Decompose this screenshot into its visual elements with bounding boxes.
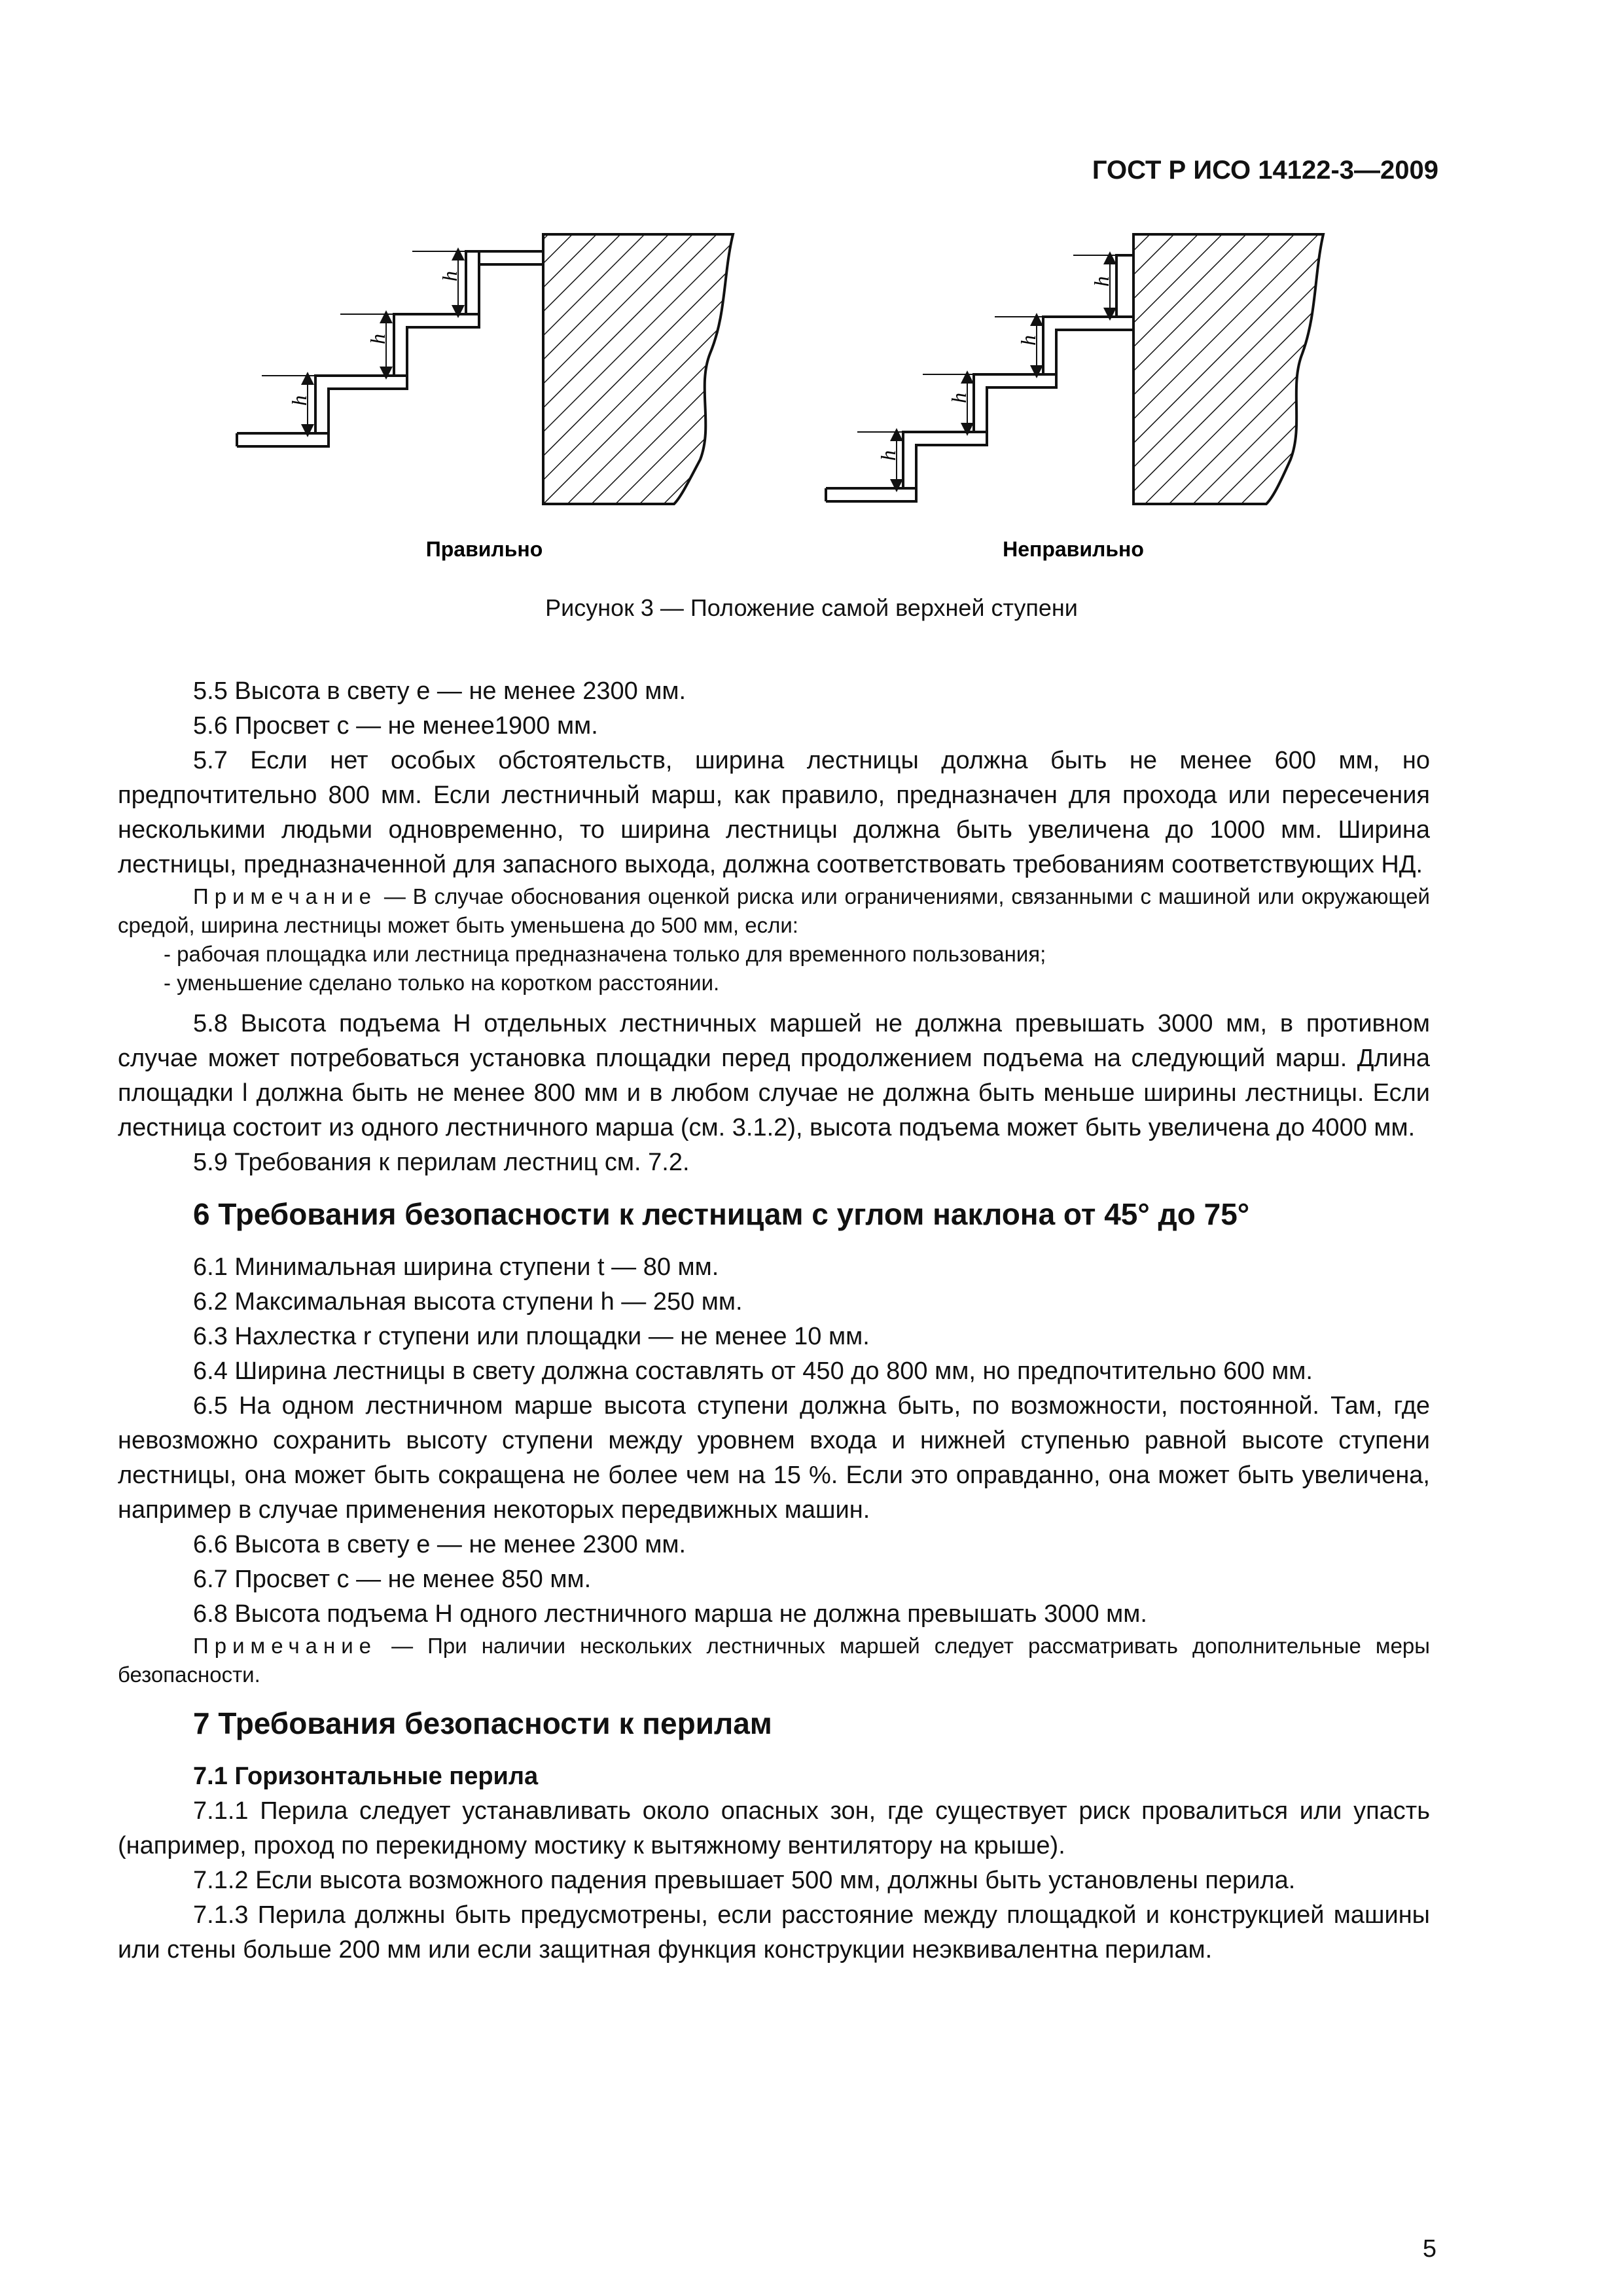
para-5-5: 5.5 Высота в свету e — не менее 2300 мм. bbox=[193, 677, 687, 705]
section-6-heading: 6 Требования безопасности к лестницам с углом наклона от 45° до 75° bbox=[193, 1197, 1250, 1231]
para-5-9: 5.9 Требования к перилам лестниц см. 7.2. bbox=[193, 1149, 690, 1176]
document-body bbox=[118, 674, 1430, 1967]
wall-hatched-left bbox=[543, 234, 733, 504]
para-6-1: 6.1 Минимальная ширина ступени t — 80 мм. bbox=[193, 1253, 719, 1281]
label-correct: Правильно bbox=[425, 537, 543, 561]
para-5-7: 5.7 Если нет особых обстоятельств, ширина лестницы должна быть не менее 600 мм, но предпочтительно 800 мм. Если лестничный марш, как правило, предназначен для прохода или пересечения несколькими людьми одновременно, то ширина лестницы должна быть увеличена до 1000 мм. Ширина лестницы, предназначенной для запасного выхода, должна соответствовать требованиям соответствующих НД. bbox=[118, 747, 1430, 878]
stair-incorrect-drawing bbox=[826, 234, 1323, 504]
stair-outline-right-inner bbox=[826, 330, 1133, 501]
dim-h-6: h bbox=[1016, 335, 1040, 346]
para-6-8: 6.8 Высота подъема H одного лестничного марша не должна превышать 3000 мм. bbox=[193, 1600, 1147, 1628]
para-7-1-3: 7.1.3 Перила должны быть предусмотрены, если расстояние между площадкой и конструкцией машины или стены больше 200 мм или если защитная функция конструкции неэквивалентна перилам. bbox=[118, 1901, 1430, 1964]
note-1-label: Примечание bbox=[193, 884, 378, 908]
para-6-3: 6.3 Нахлестка r ступени или площадки — не менее 10 мм. bbox=[193, 1323, 870, 1350]
stair-correct-drawing bbox=[237, 234, 733, 504]
label-incorrect: Неправильно bbox=[1003, 537, 1144, 561]
wall-hatched-right bbox=[1133, 234, 1323, 504]
dim-h-2: h bbox=[366, 334, 389, 344]
note-1-text: — В случае обоснования оценкой риска или ограничениями, связанными с машиной или окружающей средой, ширина лестницы может быть уменьшена до 500 мм, если: bbox=[118, 884, 1430, 937]
para-6-2: 6.2 Максимальная высота ступени h — 250 мм. bbox=[193, 1288, 743, 1316]
para-6-6: 6.6 Высота в свету e — не менее 2300 мм. bbox=[193, 1531, 687, 1558]
para-6-4: 6.4 Ширина лестницы в свету должна составлять от 450 до 800 мм, но предпочтительно 600 мм. bbox=[193, 1357, 1313, 1385]
note-1-item-2: - уменьшение сделано только на коротком расстоянии. bbox=[164, 971, 720, 995]
dim-h-3: h bbox=[438, 271, 461, 281]
para-6-5: 6.5 На одном лестничном марше высота ступени должна быть, по возможности, постоянной. Там, где невозможно сохранить высоту ступени между уровнем входа и нижней ступенью равной высоте ступени лестницы, она может быть сокращена не более чем на 15 %. Если это оправданно, она может быть увеличена, например в случае применения некоторых передвижных машин. bbox=[118, 1392, 1430, 1524]
para-5-6: 5.6 Просвет c — не менее1900 мм. bbox=[193, 712, 598, 740]
note-2-text: — При наличии нескольких лестничных маршей следует рассматривать дополнительные меры безопасности. bbox=[118, 1634, 1430, 1687]
document-header: ГОСТ Р ИСО 14122-3—2009 bbox=[1092, 156, 1438, 185]
dim-h-7: h bbox=[1090, 276, 1113, 287]
para-7-1-2: 7.1.2 Если высота возможного падения превышает 500 мм, должны быть установлены перила. bbox=[193, 1867, 1296, 1894]
para-5-8: 5.8 Высота подъема H отдельных лестничных маршей не должна превышать 3000 мм, в противном случае может потребоваться установка площадки перед продолжением подъема на следующий марш. Длина площадки l должна быть не менее 800 мм и в любом случае не должна быть меньше ширины лестницы. Если лестница состоит из одного лестничного марша (см. 3.1.2), высота подъема может быть увеличена до 4000 мм. bbox=[118, 1010, 1430, 1141]
dim-h-5: h bbox=[947, 393, 971, 403]
note-2 bbox=[118, 1632, 1430, 1689]
note-1-item-1: - рабочая площадка или лестница предназначена только для временного пользования; bbox=[164, 942, 1046, 966]
note-2-label: Примечание bbox=[193, 1634, 378, 1658]
stair-outline-left bbox=[237, 251, 543, 433]
figure-caption: Рисунок 3 — Положение самой верхней ступени bbox=[545, 594, 1078, 621]
stair-outline-left-inner bbox=[237, 264, 543, 446]
para-6-7: 6.7 Просвет c — не менее 850 мм. bbox=[193, 1566, 592, 1593]
page-number: 5 bbox=[1422, 2235, 1436, 2263]
stair-outline-right bbox=[826, 255, 1133, 488]
para-7-1-1: 7.1.1 Перила следует устанавливать около опасных зон, где существует риск провалиться или упасть (например, проход по перекидному мостику к вытяжному вентилятору на крыше). bbox=[118, 1797, 1430, 1859]
stair-figure bbox=[229, 216, 1329, 583]
section-7-1-heading: 7.1 Горизонтальные перила bbox=[193, 1763, 539, 1790]
note-1 bbox=[118, 882, 1430, 940]
dim-h-4: h bbox=[876, 450, 900, 461]
dim-h-1: h bbox=[287, 395, 311, 406]
section-7-heading: 7 Требования безопасности к перилам bbox=[193, 1706, 772, 1740]
